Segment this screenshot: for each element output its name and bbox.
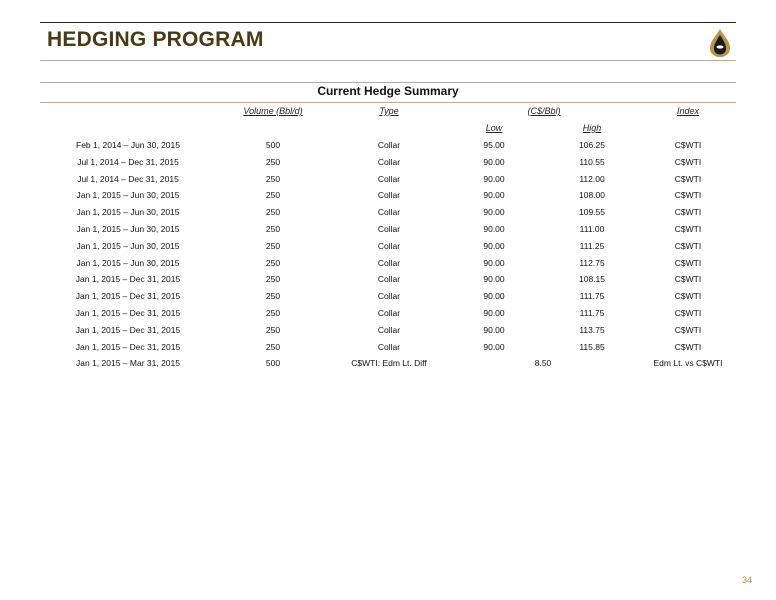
cell-period: Jan 1, 2015 – Jun 30, 2015 — [76, 190, 180, 201]
table-row — [0, 258, 776, 275]
cell-type: Collar — [377, 274, 401, 285]
cell-index: C$WTI — [674, 240, 702, 251]
cell-period: Jan 1, 2015 – Jun 30, 2015 — [76, 257, 180, 268]
table-row — [0, 190, 776, 207]
cell-type: Collar — [377, 190, 401, 201]
cell-index: C$WTI — [674, 341, 702, 352]
page-number: 34 — [741, 575, 752, 585]
cell-period: Jan 1, 2015 – Jun 30, 2015 — [76, 224, 180, 234]
cell-low: 90.00 — [483, 240, 505, 251]
cell-high: 112.75 — [579, 257, 605, 268]
cell-period: Feb 1, 2014 – Jun 30, 2015 — [76, 140, 180, 150]
table-row — [0, 207, 776, 224]
cell-period: Jan 1, 2015 – Dec 31, 2015 — [75, 274, 181, 285]
cell-index: C$WTI — [674, 257, 702, 268]
cell-low: 90.00 — [483, 291, 505, 302]
table-row — [0, 274, 776, 291]
cell-type: C$WTI: Edm Lt. Diff — [351, 358, 427, 369]
cell-low: 90.00 — [483, 173, 505, 184]
cell-volume: 250 — [265, 257, 281, 268]
table-row — [0, 140, 776, 157]
cell-high: 113.75 — [579, 324, 605, 335]
oil-drop-logo-icon — [706, 28, 734, 58]
cell-volume: 250 — [265, 156, 281, 167]
cell-high: 111.00 — [579, 224, 605, 234]
cell-period: Jan 1, 2015 – Dec 31, 2015 — [75, 324, 181, 335]
cell-high: 106.25 — [579, 140, 605, 150]
page-title: HEDGING PROGRAM — [47, 28, 264, 51]
table-row — [0, 291, 776, 308]
cell-low: 90.00 — [483, 257, 505, 268]
column-header-high: High — [582, 123, 602, 133]
cell-type: Collar — [377, 224, 401, 234]
cell-index: C$WTI — [674, 190, 702, 201]
cell-low: 90.00 — [483, 224, 505, 234]
title-divider — [40, 60, 736, 61]
cell-low: 90.00 — [483, 341, 505, 352]
column-header-type: Type — [379, 106, 399, 116]
cell-volume: 250 — [265, 308, 281, 318]
cell-index: C$WTI — [674, 274, 702, 285]
table-row — [0, 224, 776, 241]
table-top-rule — [40, 82, 736, 83]
cell-high: 110.55 — [579, 156, 605, 167]
cell-volume: 250 — [265, 291, 281, 302]
cell-low: 90.00 — [483, 324, 505, 335]
cell-period: Jan 1, 2015 – Dec 31, 2015 — [75, 308, 181, 318]
cell-volume: 250 — [265, 341, 281, 352]
column-header-index: Index — [676, 106, 700, 116]
cell-index: C$WTI — [674, 207, 702, 218]
cell-type: Collar — [377, 341, 401, 352]
cell-low: 90.00 — [483, 190, 505, 201]
cell-low: 95.00 — [483, 140, 505, 150]
cell-index: C$WTI — [674, 140, 702, 150]
table-row — [0, 308, 776, 325]
cell-type: Collar — [377, 257, 401, 268]
cell-high: 111.75 — [579, 308, 605, 318]
cell-high: 108.00 — [579, 190, 605, 201]
cell-high: 112.00 — [579, 173, 605, 184]
cell-volume: 250 — [265, 207, 281, 218]
cell-volume: 250 — [265, 274, 281, 285]
table-title-rule — [40, 102, 736, 103]
cell-low: 90.00 — [483, 308, 505, 318]
cell-type: Collar — [377, 207, 401, 218]
cell-low: 90.00 — [483, 207, 505, 218]
table-title: Current Hedge Summary — [317, 84, 459, 98]
cell-high: 115.85 — [579, 341, 605, 352]
cell-type: Collar — [377, 140, 401, 150]
table-row — [0, 342, 776, 359]
cell-index: C$WTI — [674, 324, 702, 335]
cell-index: C$WTI — [674, 156, 702, 167]
column-header-volume: Volume (Bbl/d) — [243, 106, 303, 116]
cell-high: 111.25 — [579, 240, 605, 251]
cell-period: Jan 1, 2015 – Dec 31, 2015 — [75, 341, 181, 352]
cell-volume: 500 — [265, 140, 281, 150]
cell-high: 108.15 — [579, 274, 605, 285]
table-row — [0, 325, 776, 342]
table-row — [0, 241, 776, 258]
cell-period: Jan 1, 2015 – Jun 30, 2015 — [76, 207, 180, 218]
column-header-low: Low — [485, 123, 503, 133]
cell-type: Collar — [377, 291, 401, 302]
cell-price: 8.50 — [534, 358, 552, 369]
cell-volume: 250 — [265, 240, 281, 251]
table-row — [0, 358, 776, 375]
cell-index: C$WTI — [674, 173, 702, 184]
cell-high: 111.75 — [579, 291, 605, 302]
table-row — [0, 174, 776, 191]
cell-index: C$WTI — [674, 308, 702, 318]
cell-volume: 250 — [265, 173, 281, 184]
cell-type: Collar — [377, 240, 401, 251]
cell-high: 109.55 — [579, 207, 605, 218]
cell-low: 90.00 — [483, 274, 505, 285]
cell-index: Edm Lt. vs C$WTI — [653, 358, 723, 369]
table-row — [0, 157, 776, 174]
column-header-price-group: (C$/Bbl) — [527, 106, 561, 116]
cell-type: Collar — [377, 308, 401, 318]
cell-index: C$WTI — [674, 291, 702, 302]
cell-volume: 250 — [265, 190, 281, 201]
cell-type: Collar — [377, 324, 401, 335]
cell-index: C$WTI — [674, 224, 702, 234]
top-rule — [40, 22, 736, 23]
cell-period: Jul 1, 2014 – Dec 31, 2015 — [77, 156, 179, 167]
cell-volume: 500 — [265, 358, 281, 369]
cell-type: Collar — [377, 173, 401, 184]
cell-type: Collar — [377, 156, 401, 167]
cell-volume: 250 — [265, 324, 281, 335]
cell-low: 90.00 — [483, 156, 505, 167]
cell-period: Jan 1, 2015 – Jun 30, 2015 — [76, 240, 180, 251]
cell-volume: 250 — [265, 224, 281, 234]
cell-period: Jan 1, 2015 – Mar 31, 2015 — [76, 358, 180, 369]
cell-period: Jul 1, 2014 – Dec 31, 2015 — [77, 173, 179, 184]
cell-period: Jan 1, 2015 – Dec 31, 2015 — [75, 291, 181, 302]
